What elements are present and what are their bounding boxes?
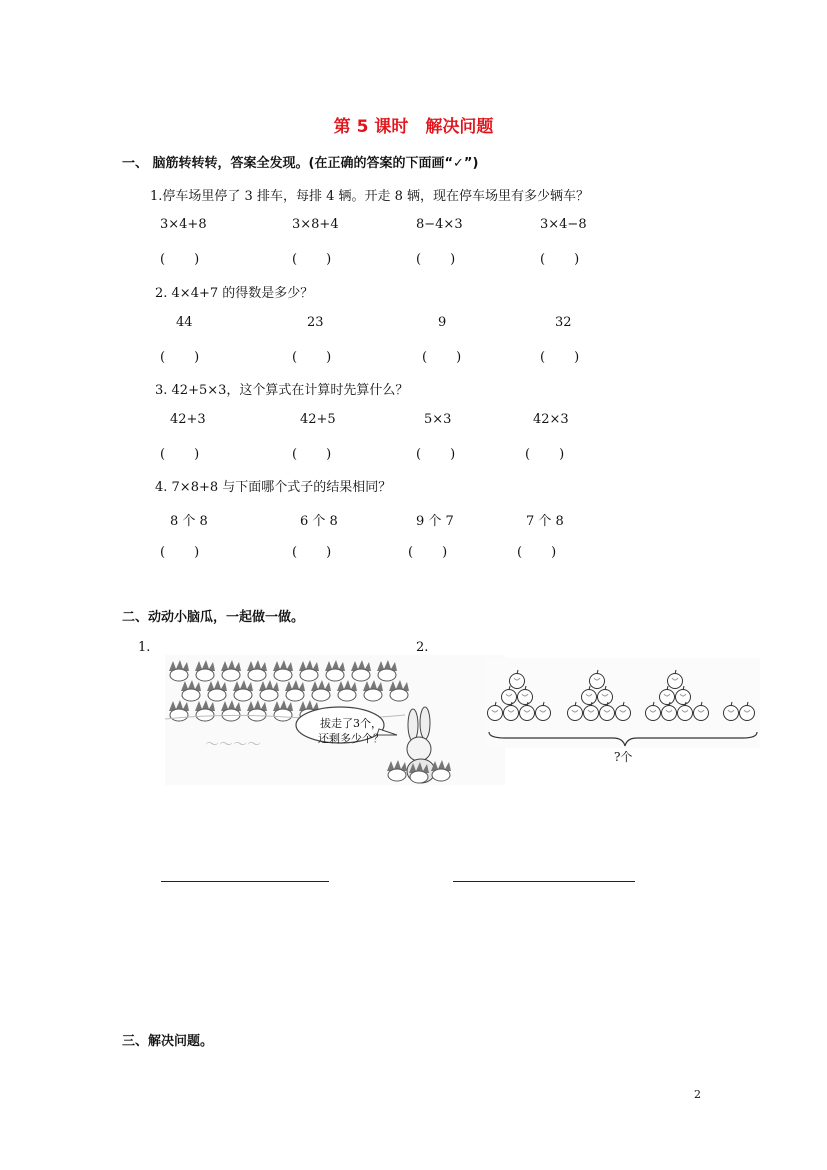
q2-option-c: 9	[438, 315, 447, 330]
q4-option-b: 6 个 8	[300, 514, 338, 529]
page-title: 第 5 课时 解决问题	[333, 117, 494, 137]
q3-option-a: 42+3	[170, 412, 206, 427]
answer-line-1[interactable]	[161, 881, 329, 882]
q2-answer-d[interactable]: ( )	[540, 350, 581, 365]
q2-answer-a[interactable]: ( )	[160, 350, 201, 365]
q1-answer-c[interactable]: ( )	[416, 252, 457, 267]
question-1: 1.停车场里停了 3 排车，每排 4 辆。开走 8 辆，现在停车场里有多少辆车？	[150, 189, 590, 204]
apple-groups-illustration	[485, 658, 760, 748]
answer-line-2[interactable]	[453, 881, 635, 882]
q3-option-d: 42×3	[533, 412, 569, 427]
speech-bubble-line2: 还剩多少个？	[318, 732, 384, 745]
q4-option-a: 8 个 8	[170, 514, 208, 529]
q3-answer-a[interactable]: ( )	[160, 447, 201, 462]
q3-answer-b[interactable]: ( )	[292, 447, 333, 462]
q1-option-c: 8−4×3	[416, 217, 463, 232]
q2-option-d: 32	[555, 315, 572, 330]
item-1-label: 1.	[138, 640, 151, 655]
q1-answer-a[interactable]: ( )	[160, 252, 201, 267]
q4-option-d: 7 个 8	[526, 514, 564, 529]
q1-option-a: 3×4+8	[160, 217, 207, 232]
section1-heading: 一、 脑筋转转转，答案全发现。(在正确的答案的下面画“✓”)	[122, 156, 479, 171]
q2-answer-b[interactable]: ( )	[292, 350, 333, 365]
q3-option-c: 5×3	[424, 412, 452, 427]
q1-option-d: 3×4−8	[540, 217, 587, 232]
q4-answer-c[interactable]: ( )	[408, 545, 449, 560]
speech-bubble-line1: 拔走了3个，	[320, 717, 382, 730]
q4-answer-d[interactable]: ( )	[517, 545, 558, 560]
q1-answer-d[interactable]: ( )	[540, 252, 581, 267]
item-2-label: 2.	[416, 640, 429, 655]
question-2: 2. 4×4+7 的得数是多少？	[155, 286, 314, 301]
svg-text:～～～～: ～～～～	[205, 737, 261, 753]
question-3: 3. 42+5×3，这个算式在计算时先算什么？	[155, 383, 409, 398]
section2-heading: 二、动动小脑瓜，一起做一做。	[122, 610, 305, 625]
q3-answer-c[interactable]: ( )	[416, 447, 457, 462]
section3-heading: 三、解决问题。	[122, 1034, 214, 1049]
q2-option-a: 44	[176, 315, 193, 330]
q4-answer-a[interactable]: ( )	[160, 545, 201, 560]
q2-option-b: 23	[307, 315, 324, 330]
q1-option-b: 3×8+4	[292, 217, 339, 232]
q4-option-c: 9 个 7	[416, 514, 454, 529]
q3-answer-d[interactable]: ( )	[525, 447, 566, 462]
q4-answer-b[interactable]: ( )	[292, 545, 333, 560]
q3-option-b: 42+5	[300, 412, 336, 427]
brace-label: ?个	[614, 750, 633, 764]
q2-answer-c[interactable]: ( )	[422, 350, 463, 365]
page-number: 2	[694, 1088, 701, 1101]
q1-answer-b[interactable]: ( )	[292, 252, 333, 267]
question-4: 4. 7×8+8 与下面哪个式子的结果相同？	[155, 480, 392, 495]
